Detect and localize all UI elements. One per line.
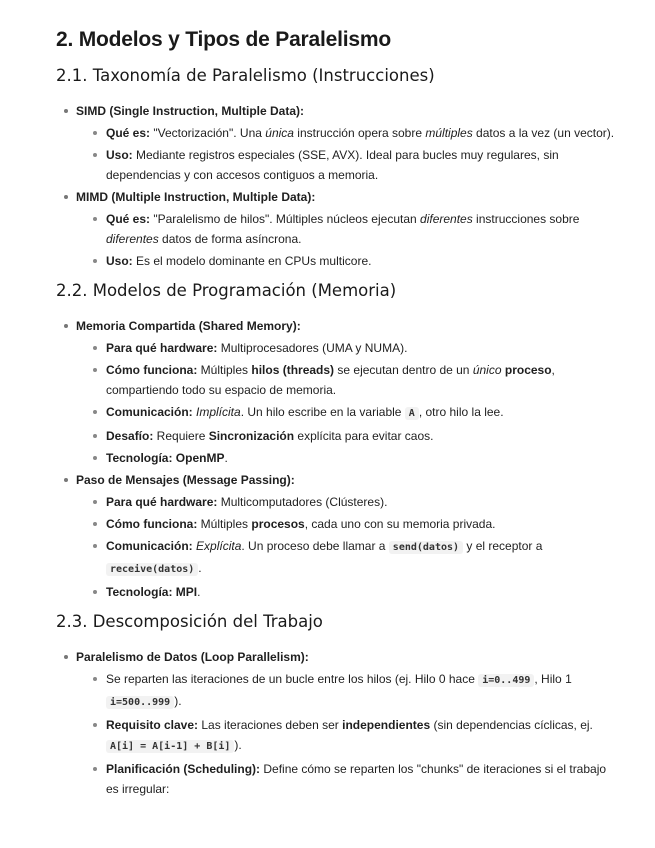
list-item-shared-como: Cómo funciona: Múltiples hilos (threads) se ejecutan dentro de un único proceso, compartiendo todo su espacio de memoria. xyxy=(76,360,615,400)
list-item-shared-desafio: Desafío: Requiere Sincronización explícita para evitar caos. xyxy=(76,426,615,446)
list-item-datos-planificacion: Planificación (Scheduling): Define cómo se reparten los "chunks" de iteraciones si el trabajo es irregular: xyxy=(76,759,615,799)
list-item-paralelismo-datos: Paralelismo de Datos (Loop Parallelism): Se reparten las iteraciones de un bucle entre los hilos (ej. Hilo 0 hace i=0..499 , Hilo 1 i=500..999 ). Requisito clave: Las iteraciones deben ser independientes (sin dependencias cíclicas, ej. A[i] = A[i-1] + B[i] ). Planificación (Scheduling): Define cómo se reparten los "chunks" de iteraciones si el trabajo es irregular: xyxy=(56,647,615,799)
list-item-mimd: MIMD (Multiple Instruction, Multiple Data): Qué es: "Paralelismo de hilos". Múltiples núcleos ejecutan diferentes instrucciones sobre diferentes datos de forma asíncrona. Uso: Es el modelo dominante en CPUs multicore. xyxy=(56,187,615,271)
list-item-mimd-uso: Uso: Es el modelo dominante en CPUs multicore. xyxy=(76,251,615,271)
inline-code: A xyxy=(405,407,419,420)
modelos-list xyxy=(56,316,615,602)
inline-code: send(datos) xyxy=(389,541,463,554)
inline-code: A[i] = A[i-1] + B[i] xyxy=(106,740,234,753)
section-heading-descomposicion: 2.3. Descomposición del Trabajo xyxy=(56,612,323,631)
list-item-simd: SIMD (Single Instruction, Multiple Data): Qué es: "Vectorización". Una única instrucción opera sobre múltiples datos a la vez (un vector). Uso: Mediante registros especiales (SSE, AVX). Ideal para bucles muy regulares, sin dependencias y con accesos contiguos a memoria. xyxy=(56,101,615,185)
taxonomia-list xyxy=(56,101,615,271)
section-heading-taxonomia: 2.1. Taxonomía de Paralelismo (Instrucciones) xyxy=(56,66,435,85)
list-item-message-passing: Paso de Mensajes (Message Passing): Para qué hardware: Multicomputadores (Clústeres). Cómo funciona: Múltiples procesos, cada uno con su memoria privada. Comunicación: Explícita. Un proceso debe llamar a send(datos) y el receptor a receive(datos) . Tecnología: MPI. xyxy=(56,470,615,602)
inline-code: receive(datos) xyxy=(106,563,198,576)
list-item-msg-hw: Para qué hardware: Multicomputadores (Clústeres). xyxy=(76,492,615,512)
list-item-msg-como: Cómo funciona: Múltiples procesos, cada uno con su memoria privada. xyxy=(76,514,615,534)
section-modelos-programacion xyxy=(56,281,615,602)
list-item-shared-memory: Memoria Compartida (Shared Memory): Para qué hardware: Multiprocesadores (UMA y NUMA). Cómo funciona: Múltiples hilos (threads) se ejecutan dentro de un único proceso, compartiendo todo su espacio de memoria. Comunicación: Implícita. Un hilo escribe en la variable A , otro hilo la lee. Desafío: Requiere Sincronización explícita para evitar caos. Tecnología: OpenMP. xyxy=(56,316,615,468)
section-heading-modelos: 2.2. Modelos de Programación (Memoria) xyxy=(56,281,397,300)
list-item-simd-uso: Uso: Mediante registros especiales (SSE, AVX). Ideal para bucles muy regulares, sin dependencias y con accesos contiguos a memoria. xyxy=(76,145,615,185)
list-item-mimd-que-es: Qué es: "Paralelismo de hilos". Múltiples núcleos ejecutan diferentes instrucciones sobre diferentes datos de forma asíncrona. xyxy=(76,209,615,249)
list-item-msg-comunicacion: Comunicación: Explícita. Un proceso debe llamar a send(datos) y el receptor a receive(datos) . xyxy=(76,536,615,580)
descomposicion-list xyxy=(56,647,615,799)
list-item-msg-tecnologia: Tecnología: MPI. xyxy=(76,582,615,602)
list-item-datos-requisito: Requisito clave: Las iteraciones deben ser independientes (sin dependencias cíclicas, ej. A[i] = A[i-1] + B[i] ). xyxy=(76,715,615,757)
list-item-simd-que-es: Qué es: "Vectorización". Una única instrucción opera sobre múltiples datos a la vez (un vector). xyxy=(76,123,615,143)
list-item-shared-comunicacion: Comunicación: Implícita. Un hilo escribe en la variable A , otro hilo la lee. xyxy=(76,402,615,424)
list-item-datos-reparto: Se reparten las iteraciones de un bucle entre los hilos (ej. Hilo 0 hace i=0..499 , Hilo 1 i=500..999 ). xyxy=(76,669,615,713)
section-taxonomia xyxy=(56,66,615,271)
section-descomposicion xyxy=(56,612,615,799)
list-item-shared-tecnologia: Tecnología: OpenMP. xyxy=(76,448,615,468)
inline-code: i=500..999 xyxy=(106,696,174,709)
inline-code: i=0..499 xyxy=(478,674,534,687)
list-item-shared-hw: Para qué hardware: Multiprocesadores (UMA y NUMA). xyxy=(76,338,615,358)
page-title: 2. Modelos y Tipos de Paralelismo xyxy=(56,28,391,51)
